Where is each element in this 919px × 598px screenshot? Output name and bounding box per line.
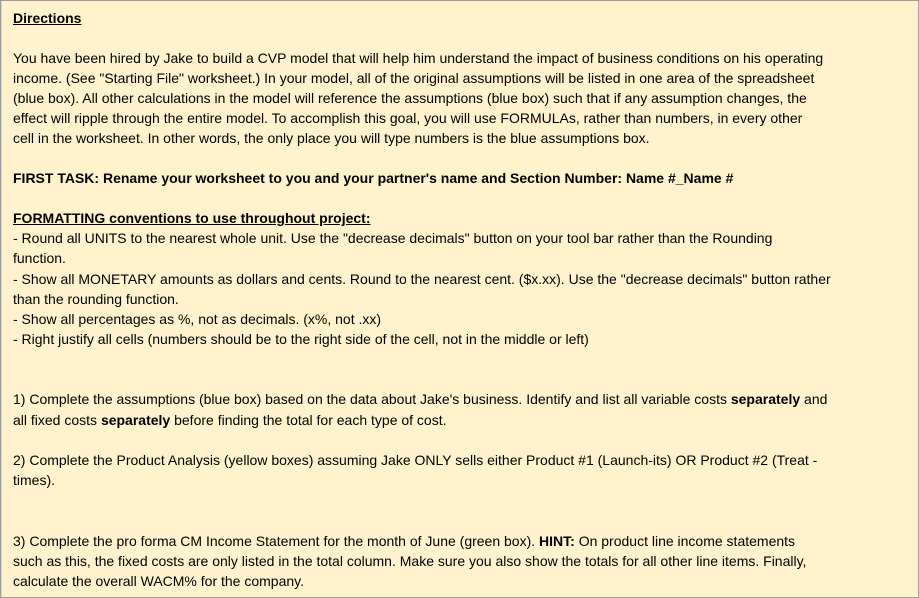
step-3-hint: HINT: — [539, 533, 575, 549]
step-1-emphasis: separately — [730, 391, 801, 407]
step-1-text: all fixed costs — [13, 412, 101, 428]
step-1-text: 1) Complete the assumptions (blue box) based on the data about Jake's business. Identify and list all variable costs — [13, 391, 731, 407]
formatting-line: - Show all percentages as %, not as decimals. (x%, not .xx) — [13, 311, 382, 327]
step-3-cont: such as this, the fixed costs are only listed in the total column. Make sure you also show the totals for all other line items. Finally, — [13, 553, 807, 569]
step-1-emphasis: separately — [100, 412, 171, 428]
step-3-cont: calculate the overall WACM% for the company. — [13, 573, 305, 589]
formatting-line: than the rounding function. — [13, 291, 179, 307]
formatting-line: - Right justify all cells (numbers should be to the right side of the cell, not in the middle or left) — [13, 331, 589, 347]
directions-heading: Directions — [13, 10, 82, 26]
step-3-text: 3) Complete the pro forma CM Income Statement for the month of June (green box). — [13, 533, 540, 549]
step-3 — [13, 531, 795, 551]
intro-line: cell in the worksheet. In other words, the only place you will type numbers is the blue assumptions box. — [13, 130, 650, 146]
step-1-text: and — [800, 391, 828, 407]
cell-gridline — [1, 1, 2, 597]
step-1-cont — [13, 410, 447, 430]
step-2: 2) Complete the Product Analysis (yellow boxes) assuming Jake ONLY sells either Product #1 (Launch-its) OR Product #2 (Treat - — [13, 452, 818, 468]
formatting-line: - Round all UNITS to the nearest whole unit. Use the "decrease decimals" button on your tool bar rather than the Rounding — [13, 230, 773, 246]
formatting-line: function. — [13, 250, 66, 266]
step-1 — [13, 389, 827, 409]
first-task: FIRST TASK: Rename your worksheet to you and your partner's name and Section Number: Name #_Name # — [13, 170, 734, 186]
intro-line: effect will ripple through the entire model. To accomplish this goal, you will use FORMULAs, rather than numbers, in every other — [13, 110, 803, 126]
step-3-text: On product line income statements — [574, 533, 796, 549]
formatting-line: - Show all MONETARY amounts as dollars and cents. Round to the nearest cent. ($x.xx). Use the "decrease decimals" button rather — [13, 271, 831, 287]
intro-line: income. (See "Starting File" worksheet.) In your model, all of the original assumptions will be listed in one area of the spreadsheet — [13, 70, 815, 86]
intro-line: (blue box). All other calculations in the model will reference the assumptions (blue box) such that if any assumption changes, the — [13, 90, 807, 106]
formatting-heading: FORMATTING conventions to use throughout project: — [13, 210, 371, 226]
step-2-cont: times). — [13, 472, 55, 488]
step-1-text: before finding the total for each type of cost. — [170, 412, 447, 428]
intro-line: You have been hired by Jake to build a CVP model that will help him understand the impact of business conditions on his operating — [13, 50, 824, 66]
